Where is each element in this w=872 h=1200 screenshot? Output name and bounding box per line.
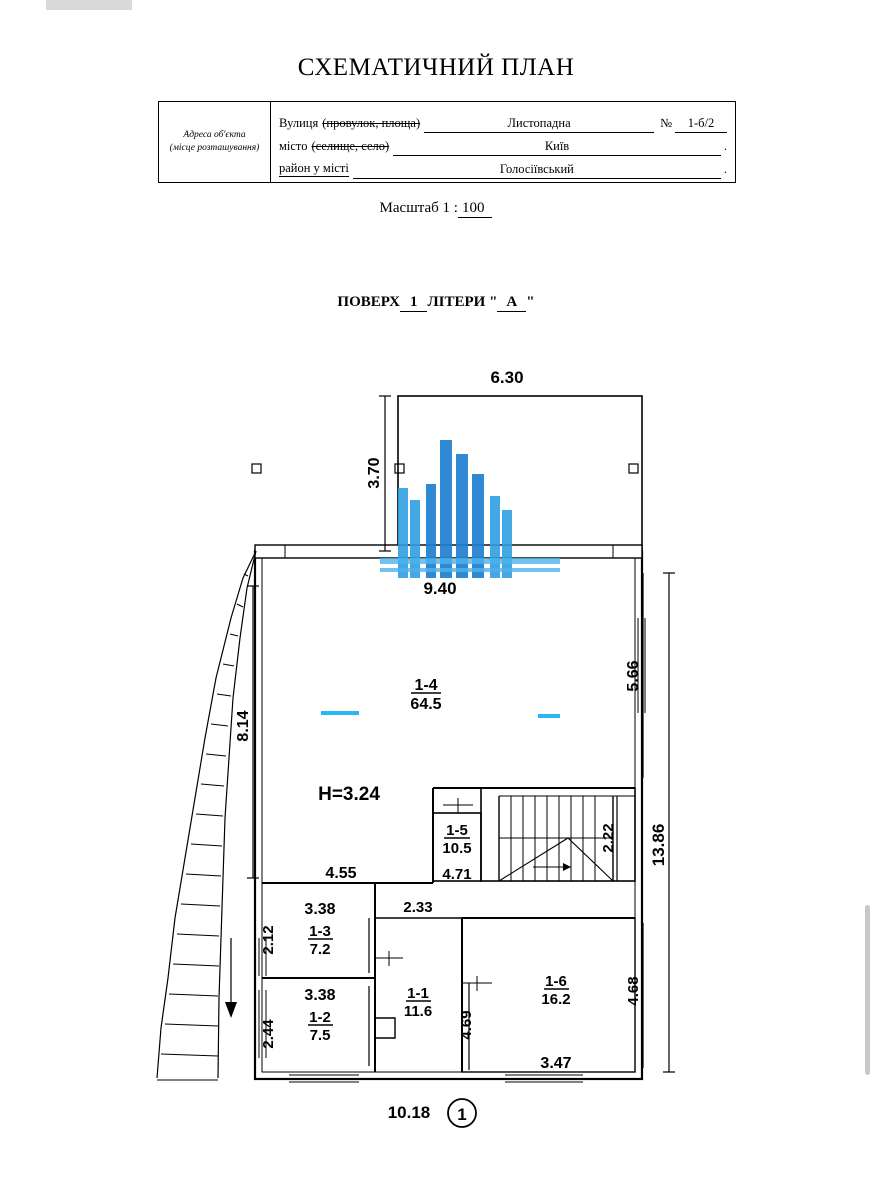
room-1-5-area: 10.5 [442,840,472,857]
room-1-4-area: 64.5 [410,696,442,713]
room-1-3-area: 7.2 [309,941,331,958]
district-label: район у місті [279,161,349,175]
street-label-struck: (провулок, площа) [322,116,421,130]
room-1-5-id: 1-5 [446,822,468,839]
dim-stair-block-height: 2.22 [600,823,617,853]
dim-room12-width: 3.38 [304,987,336,1004]
city-value: Київ [393,139,721,156]
address-caption [159,102,271,182]
scrollbar[interactable] [865,905,870,1075]
status-bar-stub [46,0,132,10]
address-row-district [279,154,727,177]
address-row-city [279,131,727,154]
city-tail: . [723,139,727,153]
dim-room13-height: 2.12 [260,925,277,955]
room-1-6-id: 1-6 [545,973,567,990]
room-1-6-area: 16.2 [541,991,571,1008]
dim-top-balcony-width: 6.30 [490,368,524,387]
scale-value: 100 [458,200,493,218]
dim-room16-bottom-width: 3.47 [540,1055,572,1072]
dim-overall-right-height: 13.86 [649,823,668,867]
scale-prefix: 1 : [442,200,458,216]
dim-room16-height: 4.68 [625,976,642,1006]
floor-value: 1 [400,294,428,312]
house-number-value: 1-б/2 [675,116,727,133]
dim-room13-width: 3.38 [304,901,336,918]
address-row-street [279,108,727,131]
letters-label: ЛІТЕРИ " [427,294,498,310]
address-fields [271,102,735,182]
dim-top-balcony-depth: 3.70 [366,457,383,489]
scale-line [0,200,872,217]
dim-corridor-width: 2.33 [403,899,433,916]
house-number-label: № [660,116,672,130]
room-1-4-id: 1-4 [414,677,438,694]
room-1-1-id: 1-1 [407,985,429,1002]
address-caption-line1: Адреса об'єкта [183,130,246,141]
dim-room15-width: 4.71 [442,866,472,883]
dim-right-inner-height: 5.66 [625,660,642,692]
room-1-3-id: 1-3 [309,923,331,940]
floor-line [0,294,872,311]
letters-value: А [497,294,526,312]
street-label: Вулиця [279,116,319,130]
district-value: Голосіївський [353,162,721,179]
district-tail: . [723,162,727,176]
floor-plan-drawing [113,318,759,1168]
page-title: СХЕМАТИЧНИЙ ПЛАН [297,54,575,81]
room-1-2-area: 7.5 [309,1027,331,1044]
dim-room12-height: 2.44 [260,1019,277,1049]
dim-overall-bottom-width: 10.18 [387,1103,431,1122]
city-label: місто [279,139,308,153]
address-table [158,101,736,183]
dim-left-height: 8.14 [235,710,252,742]
city-label-struck: (селище, село) [311,139,390,153]
scale-label: Масштаб [379,200,439,216]
room-1-1-area: 11.6 [403,1003,433,1020]
floor-label: ПОВЕРХ [337,294,400,310]
ceiling-height-label: H=3.24 [318,784,380,805]
dim-main-top-width: 9.40 [423,579,457,598]
street-value: Листопадна [424,116,654,133]
room-1-2-id: 1-2 [309,1009,331,1026]
address-caption-line2: (місце розташування) [169,143,260,153]
dim-corridor-height: 4.69 [458,1010,475,1040]
dim-room14-bottom-width: 4.55 [325,865,357,882]
letters-close: " [526,294,535,310]
section-marker-label: 1 [457,1105,467,1124]
